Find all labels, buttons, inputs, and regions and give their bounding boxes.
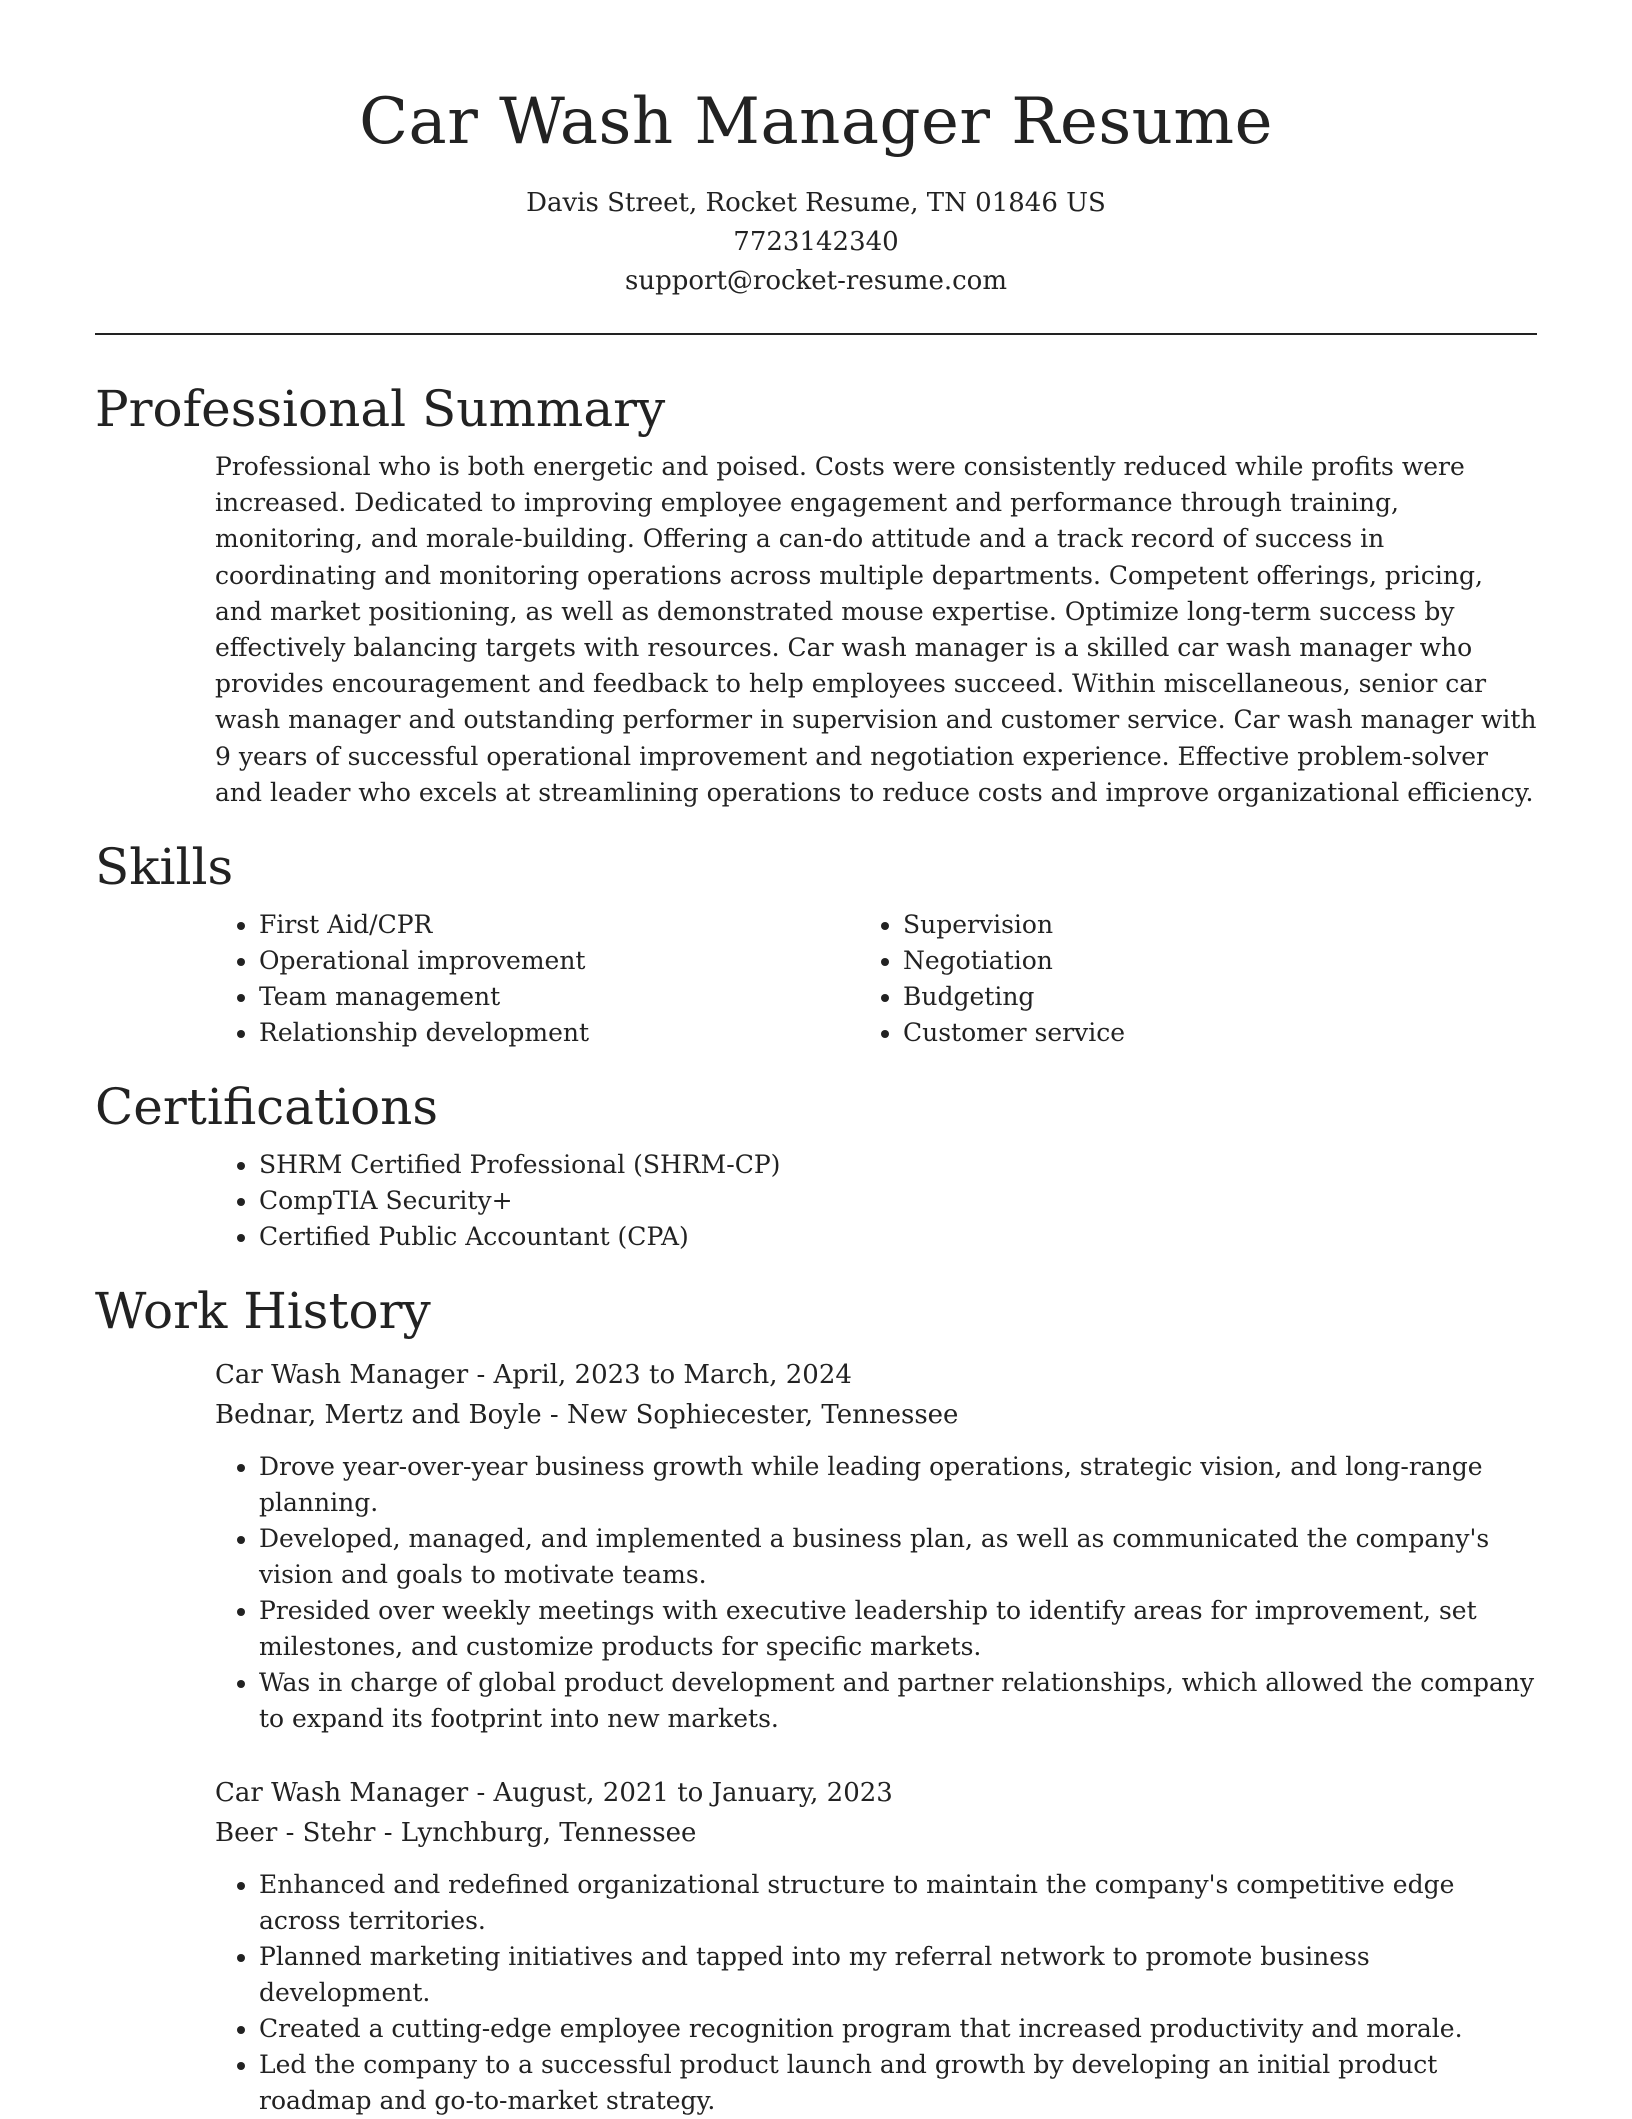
certifications-heading: Certifications — [95, 1078, 439, 1137]
summary-text: Professional who is both energetic and poised. Costs were consistently reduced while profits were increased. Dedicated to improving employee engagement and performance through training, monitoring, and morale-building. Offering a can-do attitude and a track record of success in coordinating and monitoring operations across multiple departments. Competent offerings, pricing, and market positioning, as well as demonstrated mouse expertise. Optimize long-term success by effectively balancing targets with resources. Car wash manager is a skilled car wash manager who provides encouragement and feedback to help employees succeed. Within miscellaneous, senior car wash manager and outstanding performer in supervision and customer service. Car wash manager with 9 years of successful operational improvement and negotiation experience. Effective problem-solver and leader who excels at streamlining operations to reduce costs and improve organizational efficiency. — [215, 452, 1537, 807]
skill-item: • Customer service — [903, 1015, 1125, 1051]
work-history-heading: Work History — [95, 1282, 431, 1341]
job-bullet: • Enhanced and redefined organizational structure to maintain the company's competitive edge across territories. — [259, 1867, 1537, 1939]
job-company-line: Beer - Stehr - Lynchburg, Tennessee — [215, 1818, 697, 1849]
certifications-wrap — [95, 1147, 1537, 1255]
work-history-section — [95, 1281, 1537, 2119]
job-company-line: Bednar, Mertz and Boyle - New Sophiecester, Tennessee — [215, 1400, 959, 1431]
certifications-list — [215, 1147, 1537, 1255]
resume-title: Car Wash Manager Resume — [359, 85, 1273, 159]
job-bullet: • Drove year-over-year business growth while leading operations, strategic vision, and long-range planning. — [259, 1449, 1537, 1521]
skills-section — [95, 837, 1537, 1051]
job-bullet: • Presided over weekly meetings with executive leadership to identify areas for improvement, set milestones, and customize products for specific markets. — [259, 1593, 1537, 1665]
job-title-line: Car Wash Manager - April, 2023 to March, 2024 — [215, 1360, 852, 1391]
certification-item: • Certified Public Accountant (CPA) — [259, 1219, 1537, 1255]
contact-info — [95, 184, 1537, 301]
job-bullet: • Planned marketing initiatives and tapped into my referral network to promote business development. — [259, 1939, 1537, 2011]
job-bullet: • Created a cutting-edge employee recognition program that increased productivity and morale. — [259, 2011, 1537, 2047]
job-bullets — [215, 1867, 1537, 2119]
job-entry — [95, 1773, 1537, 2119]
skills-right-list — [859, 907, 1125, 1051]
skill-item: • Negotiation — [903, 943, 1125, 979]
job-bullet: • Developed, managed, and implemented a business plan, as well as communicated the company's vision and goals to motivate teams. — [259, 1521, 1537, 1593]
job-entry — [95, 1355, 1537, 1737]
skills-grid — [95, 897, 1537, 1051]
skill-item: • Budgeting — [903, 979, 1125, 1015]
job-bullet: • Was in charge of global product development and partner relationships, which allowed the company to expand its footprint into new markets. — [259, 1665, 1537, 1737]
skill-item: • Supervision — [903, 907, 1125, 943]
summary-heading: Professional Summary — [95, 380, 666, 438]
phone: 7723142340 — [733, 227, 899, 257]
address: Davis Street, Rocket Resume, TN 01846 US — [526, 188, 1106, 218]
skill-item: • Operational improvement — [259, 943, 859, 979]
skill-item: • First Aid/CPR — [259, 907, 859, 943]
skill-item: • Team management — [259, 979, 859, 1015]
certifications-section — [95, 1077, 1537, 1255]
job-title-line: Car Wash Manager - August, 2021 to January, 2023 — [215, 1778, 893, 1809]
certification-item: • SHRM Certified Professional (SHRM-CP) — [259, 1147, 1537, 1183]
skills-left-list — [215, 907, 859, 1051]
certification-item: • CompTIA Security+ — [259, 1183, 1537, 1219]
job-bullet: • Led the company to a successful product launch and growth by developing an initial product roadmap and go-to-market strategy. — [259, 2047, 1537, 2119]
email: support@rocket-resume.com — [624, 266, 1007, 296]
header-divider — [95, 333, 1537, 335]
job-bullets — [215, 1449, 1537, 1737]
summary-section — [95, 379, 1537, 811]
skills-heading: Skills — [95, 838, 234, 897]
skill-item: • Relationship development — [259, 1015, 859, 1051]
resume-header — [95, 0, 1537, 301]
